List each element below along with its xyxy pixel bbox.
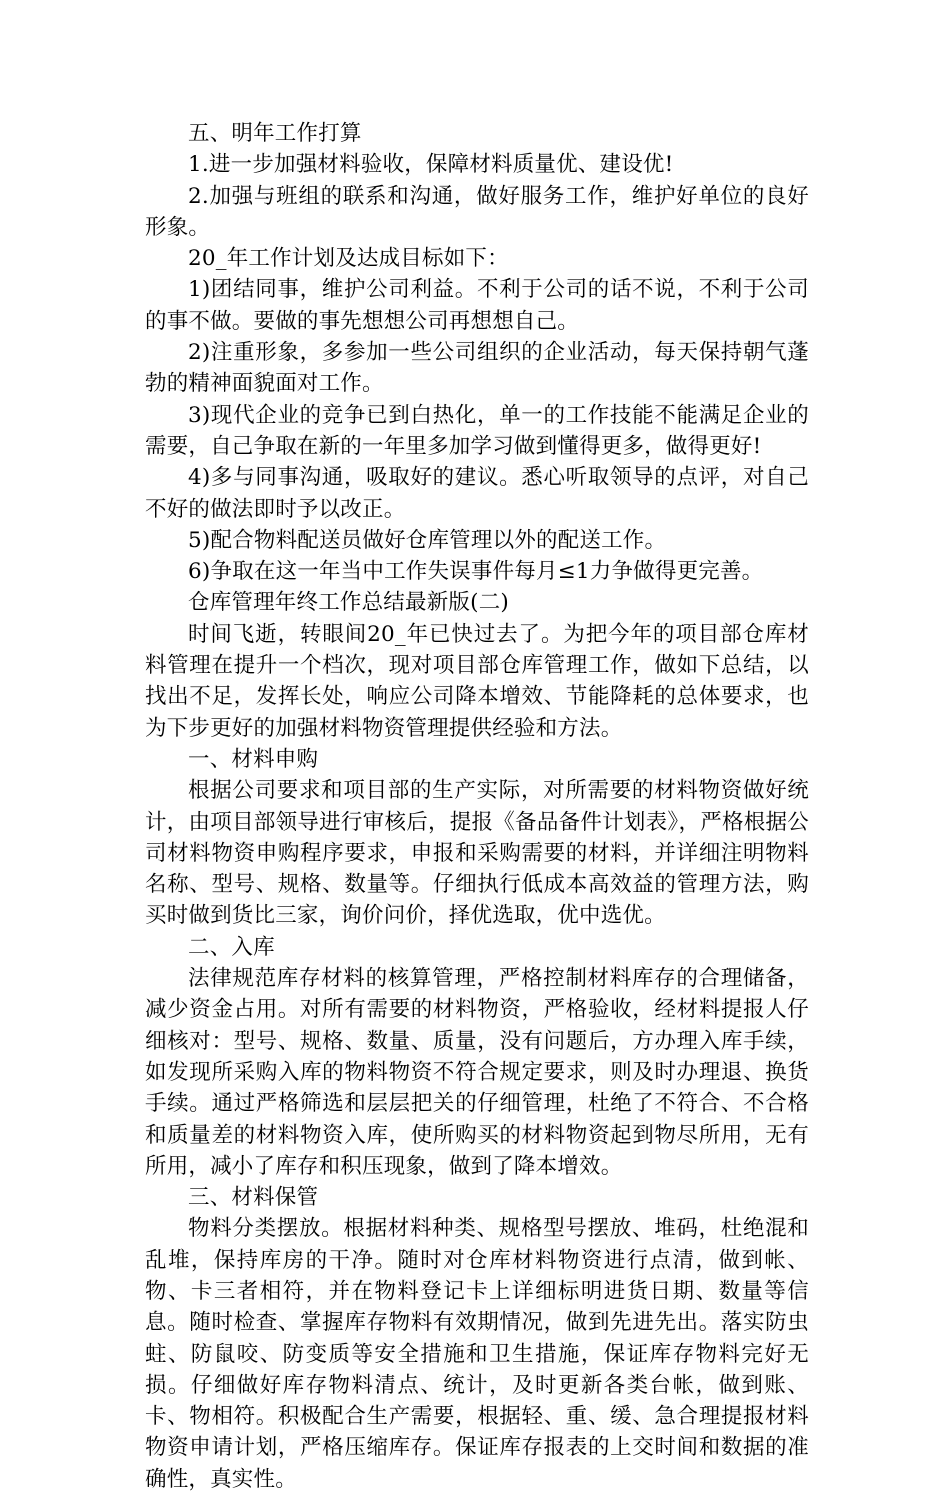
plan-item-2: 2.加强与班组的联系和沟通，做好服务工作，维护好单位的良好形象。: [145, 183, 809, 240]
heading-warehousing: 二、入库: [188, 934, 275, 960]
material-purchase-paragraph: 根据公司要求和项目部的生产实际，对所需要的材料物资做好统计，由项目部领导进行审核后，提报《备品备件计划表》，严格根据公司材料物资申购程序要求，申报和采购需要的材料，并详细注明物料名称、型号、规格、数量等。仔细执行低成本高效益的管理方法，购买时做到货比三家，询价问价，择优选取，优中选优。: [145, 778, 809, 929]
work-plan-intro: 20_年工作计划及达成目标如下：: [188, 246, 509, 272]
material-storage-paragraph: 物料分类摆放。根据材料种类、规格型号摆放、堆码，杜绝混和乱堆，保持库房的干净。随时对仓库材料物资进行点清，做到帐、物、卡三者相符，并在物料登记卡上详细标明进货日期、数量等信息。随时检查、掌握库存物料有效期情况，做到先进先出。落实防虫蛀、防鼠咬、防变质等安全措施和卫生措施，保证库存物料完好无损。仔细做好库存物料清点、统计，及时更新各类台帐，做到账、卡、物相符。积极配合生产需要，根据轻、重、缓、急合理提报材料物资申请计划，严格压缩库存。保证库存报表的上交时间和数据的准确性，真实性。: [145, 1216, 809, 1492]
section-title-part-two: 仓库管理年终工作总结最新版(二): [188, 590, 509, 616]
goal-item-3: 3)现代企业的竞争已到白热化，单一的工作技能不能满足企业的需要，自己争取在新的一年里多加学习做到懂得更多，做得更好!: [145, 402, 809, 459]
goal-item-4: 4)多与同事沟通，吸取好的建议。悉心听取领导的点评，对自己不好的做法即时予以改正。: [145, 465, 809, 522]
goal-item-5: 5)配合物料配送员做好仓库管理以外的配送工作。: [188, 527, 667, 553]
goal-item-2: 2)注重形象，多参加一些公司组织的企业活动，每天保持朝气蓬勃的精神面貌面对工作。: [145, 340, 809, 397]
goal-item-6: 6)争取在这一年当中工作失误事件每月≤1力争做得更完善。: [188, 559, 764, 585]
heading-material-storage: 三、材料保管: [188, 1185, 319, 1211]
heading-material-purchase: 一、材料申购: [188, 746, 319, 772]
warehousing-paragraph: 法律规范库存材料的核算管理，严格控制材料库存的合理储备，减少资金占用。对所有需要的材料物资，严格验收，经材料提报人仔细核对：型号、规格、数量、质量，没有问题后，方办理入库手续，如发现所采购入库的物料物资不符合规定要求，则及时办理退、换货手续。通过严格筛选和层层把关的仔细管理，杜绝了不符合、不合格和质量差的材料物资入库，使所购买的材料物资起到物尽所用，无有所用，减小了库存和积压现象，做到了降本增效。: [145, 966, 809, 1179]
intro-paragraph: 时间飞逝，转眼间20_年已快过去了。为把今年的项目部仓库材料管理在提升一个档次，现对项目部仓库管理工作，做如下总结，以找出不足，发挥长处，响应公司降本增效、节能降耗的总体要求，也为下步更好的加强材料物资管理提供经验和方法。: [145, 621, 809, 741]
goal-item-1: 1)团结同事，维护公司利益。不利于公司的话不说，不利于公司的事不做。要做的事先想想公司再想想自己。: [145, 277, 809, 334]
document-body: [145, 118, 809, 1495]
heading-next-year-plan: 五、明年工作打算: [188, 121, 362, 146]
plan-item-1: 1.进一步加强材料验收，保障材料质量优、建设优!: [188, 152, 674, 178]
